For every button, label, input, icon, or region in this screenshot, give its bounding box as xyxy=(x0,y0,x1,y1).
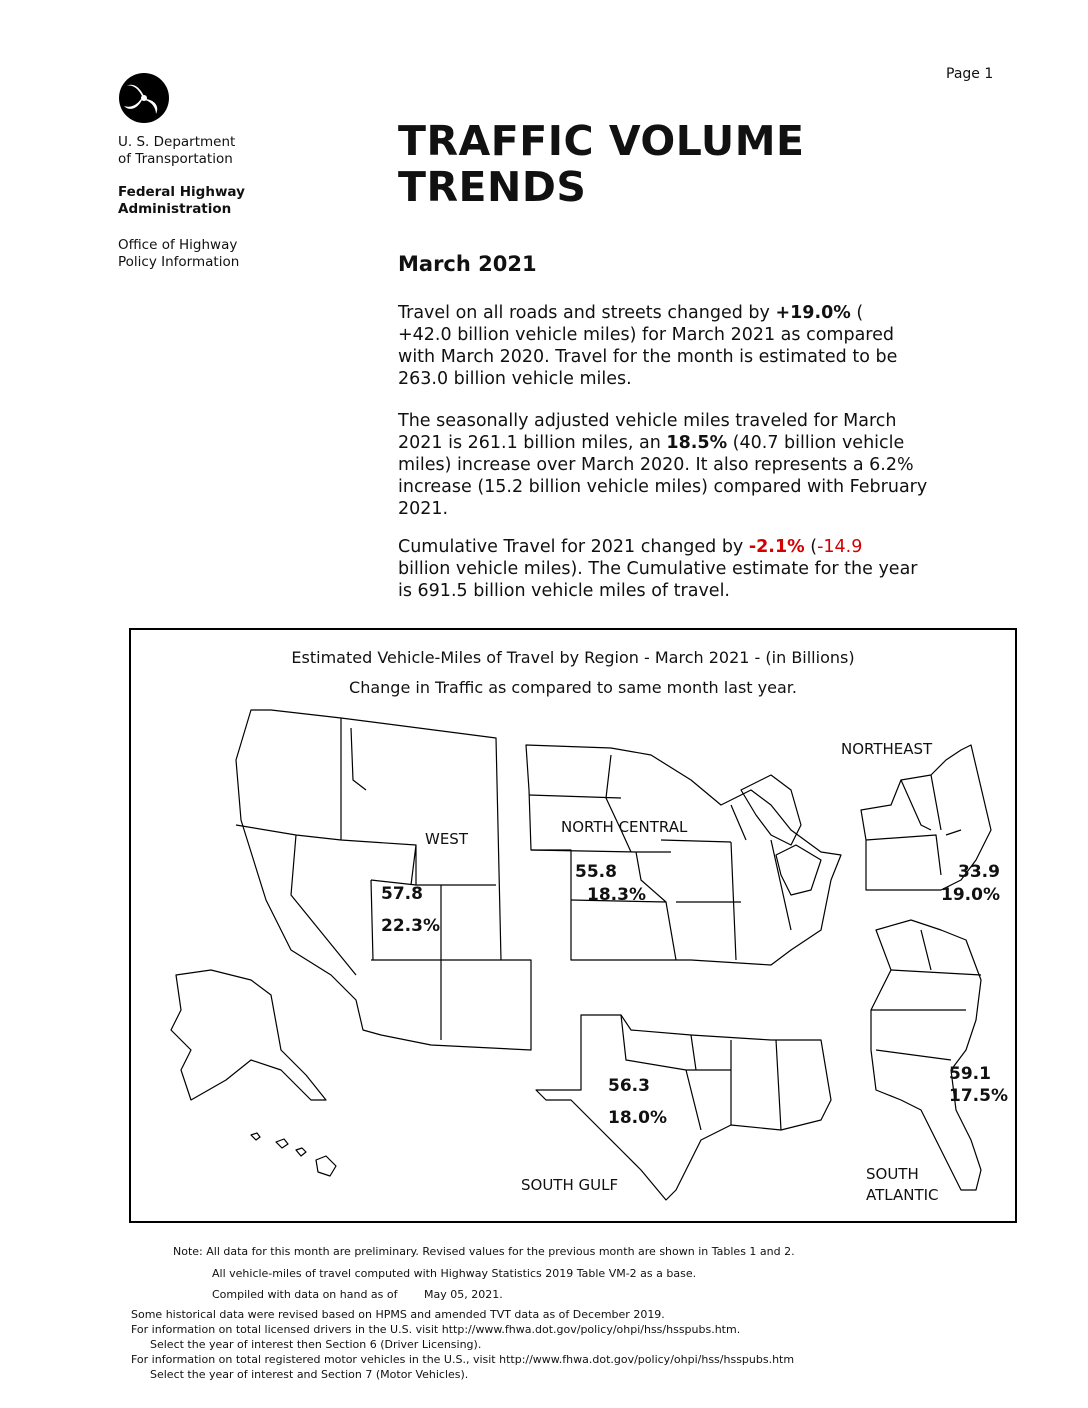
note-registered-vehicles: For information on total registered motor vehicles in the U.S., visit http://www.fhwa.dot.gov/policy/ohpi/hss/hsspubs.htm xyxy=(131,1353,795,1366)
note-licensed-drivers: For information on total licensed drivers in the U.S. visit http://www.fhwa.dot.gov/policy/ohpi/hss/hsspubs.htm. xyxy=(131,1323,741,1336)
region-change-north-central: 18.3% xyxy=(587,885,646,905)
map-west-borders xyxy=(236,718,501,1040)
dot-triskelion-logo-icon xyxy=(118,72,170,124)
office-line-2: Policy Information xyxy=(118,254,240,270)
region-value-north-central: 55.8 xyxy=(575,862,617,882)
note-compiled-date: May 05, 2021. xyxy=(424,1288,503,1301)
note-driver-licensing-section: Select the year of interest then Section 6 (Driver Licensing). xyxy=(150,1338,482,1351)
map-michigan-outline xyxy=(741,775,821,895)
map-subtitle: Change in Traffic as compared to same month last year. xyxy=(349,678,797,697)
region-change-northeast: 19.0% xyxy=(941,885,1000,905)
region-label-south-atlantic: SOUTH ATLANTIC xyxy=(866,1165,939,1204)
map-northeast-borders xyxy=(866,775,961,875)
title-line-2: TRENDS xyxy=(398,163,587,211)
region-value-northeast: 33.9 xyxy=(958,862,1000,882)
region-change-west: 22.3% xyxy=(381,916,440,936)
us-regions-map xyxy=(131,630,1015,1221)
region-value-south-gulf: 56.3 xyxy=(608,1076,650,1096)
note-preliminary: Note: All data for this month are preliminary. Revised values for the previous month are shown in Tables 1 and 2. xyxy=(173,1245,795,1258)
map-south-atlantic-borders xyxy=(871,930,981,1060)
note-historical-revisions: Some historical data were revised based on HPMS and amended TVT data as of December 2019. xyxy=(131,1308,665,1321)
note-base-table: All vehicle-miles of travel computed with Highway Statistics 2019 Table VM-2 as a base. xyxy=(212,1267,697,1280)
page-number: Page 1 xyxy=(946,66,994,82)
map-hawaii-outline xyxy=(251,1133,336,1176)
map-south-atlantic-outline xyxy=(871,920,981,1190)
note-compiled-label: Compiled with data on hand as of xyxy=(212,1288,398,1301)
paragraph-seasonally-adjusted: The seasonally adjusted vehicle miles traveled for March 2021 is 261.1 billion miles, an 18.5% (40.7 billion vehicle miles) increase over March 2020. It also represents a 6.2% increase (15.2 billion vehicle miles) compared with February 2021. xyxy=(398,411,928,519)
region-label-west: WEST xyxy=(425,830,468,848)
region-label-northeast: NORTHEAST xyxy=(841,740,933,758)
region-map-panel xyxy=(129,628,1017,1223)
region-change-south-atlantic: 17.5% xyxy=(949,1086,1008,1106)
region-value-west: 57.8 xyxy=(381,884,423,904)
fhwa-line-1: Federal Highway xyxy=(118,184,245,200)
report-month: March 2021 xyxy=(398,252,537,276)
map-alaska-outline xyxy=(171,970,326,1100)
agency-office xyxy=(118,237,239,271)
fhwa-line-2: Administration xyxy=(118,201,232,217)
agency-fhwa xyxy=(118,184,245,218)
map-north-central-borders xyxy=(529,755,791,960)
title-line-1: TRAFFIC VOLUME xyxy=(398,117,805,165)
dept-line-2: of Transportation xyxy=(118,151,233,167)
note-motor-vehicles-section: Select the year of interest and Section 7 (Motor Vehicles). xyxy=(150,1368,469,1381)
dept-line-1: U. S. Department xyxy=(118,134,236,150)
page-title xyxy=(398,118,805,210)
office-line-1: Office of Highway xyxy=(118,237,238,253)
paragraph-cumulative-travel: Cumulative Travel for 2021 changed by -2.1% (-14.9 billion vehicle miles). The Cumulative estimate for the year is 691.5 billion vehicle miles of travel. xyxy=(398,537,918,601)
map-title: Estimated Vehicle-Miles of Travel by Region - March 2021 - (in Billions) xyxy=(291,648,855,667)
region-value-south-atlantic: 59.1 xyxy=(949,1064,991,1084)
paragraph-total-travel: Travel on all roads and streets changed by +19.0% ( +42.0 billion vehicle miles) for March 2021 as compared with March 2020. Travel for the month is estimated to be 263.0 billion vehicle miles. xyxy=(398,303,898,389)
region-label-north-central: NORTH CENTRAL xyxy=(561,818,688,836)
region-label-south-gulf: SOUTH GULF xyxy=(521,1176,619,1194)
map-north-central-outline xyxy=(526,745,841,965)
agency-department xyxy=(118,134,235,168)
map-south-gulf-outline xyxy=(536,1015,831,1200)
region-change-south-gulf: 18.0% xyxy=(608,1108,667,1128)
map-west-outline xyxy=(236,710,531,1050)
